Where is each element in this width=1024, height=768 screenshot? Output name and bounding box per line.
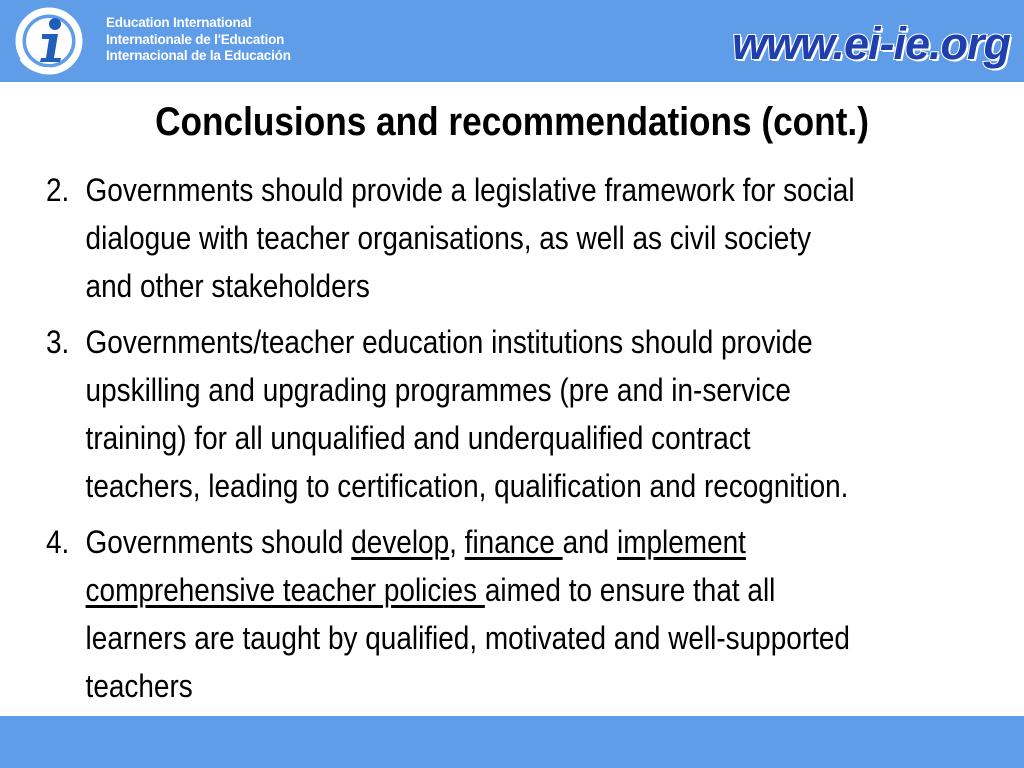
ei-logo-icon [14,6,84,76]
item-line: upskilling and upgrading programmes (pre and in-service [85,372,791,408]
item-line: teachers [85,668,193,704]
item-line: Governments/teacher education institutions should provide [85,324,813,360]
item-line: teachers, leading to certification, qualification and recognition. [85,468,849,504]
slide-body [46,166,906,718]
item-number: 4. [46,524,70,560]
organization-names [106,15,291,65]
org-name-es: Internacional de la Educación [106,48,291,63]
recommendation-item-2 [46,166,906,310]
underlined-develop: develop [351,524,450,560]
item-line [86,566,906,614]
item-number: 2. [46,172,70,208]
underlined-implement: implement [616,524,746,560]
slide-footer-bar [0,716,1024,768]
recommendation-item-4 [46,518,906,710]
text-segment: , [449,524,465,560]
text-segment: Governments should [85,524,352,560]
item-line: and other stakeholders [85,268,370,304]
item-line: learners are taught by qualified, motivated and well-supported [85,620,850,656]
item-line [86,518,906,566]
website-url[interactable]: www.ei-ie.org [732,18,1010,69]
underlined-policies: comprehensive teacher policies [85,572,485,608]
slide-header [0,0,1024,82]
org-name-fr: Internationale de l'Education [106,31,285,47]
org-name-en: Education International [106,15,252,30]
recommendation-item-3 [46,318,906,510]
item-number: 3. [46,324,70,360]
item-line: training) for all unqualified and underqualified contract [85,420,751,456]
item-line: Governments should provide a legislative framework for social [85,172,855,208]
text-segment: aimed to ensure that all [484,572,776,608]
text-segment: and [562,524,617,560]
item-line: dialogue with teacher organisations, as well as civil society [85,220,812,256]
underlined-finance: finance [464,524,563,560]
slide-title: Conclusions and recommendations (cont.) [155,100,869,144]
